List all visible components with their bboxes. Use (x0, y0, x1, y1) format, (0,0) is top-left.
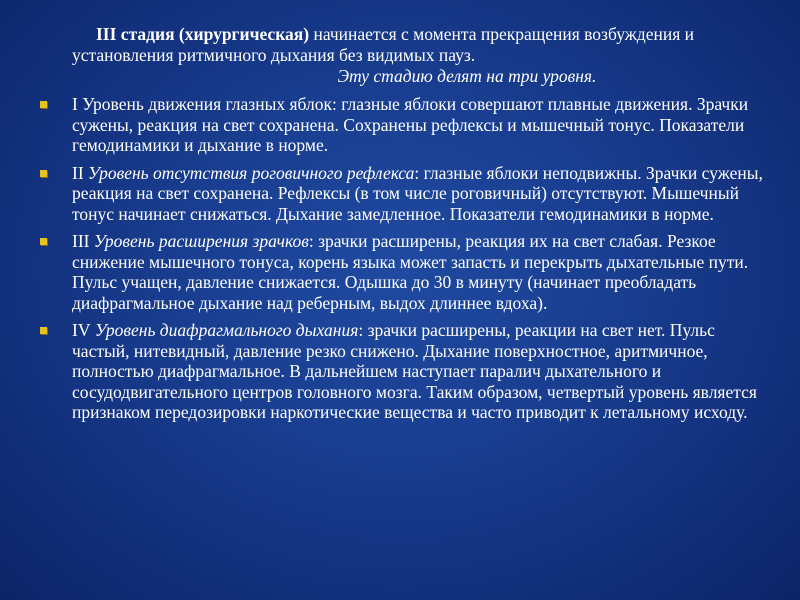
level-body: : глазные яблоки неподвижны. Зрачки сужены, реакция на свет сохранена. Рефлексы (в том числе роговичный) отсутствуют. Мышечный тонус начинает снижаться. Дыхание замедленное. Показатели гемодинамики в норме. (72, 162, 763, 224)
level-title: Уровень отсутствия роговичного рефлекса (83, 162, 415, 183)
intro-paragraph (72, 24, 762, 87)
bullet-square-icon (40, 327, 47, 334)
level-numeral: IV (72, 320, 91, 340)
level-item-3 (40, 231, 764, 313)
level-numeral: II (72, 162, 84, 183)
level-numeral: I (72, 94, 78, 114)
level-numeral: III (72, 231, 90, 251)
bullet-square-icon (40, 170, 47, 177)
level-body: : глазные яблоки совершают плавные движения. Зрачки сужены, реакция на свет сохранена. Сохранены рефлексы и мышечный тонус. Показатели гемодинамики и дыхание в норме. (72, 94, 749, 155)
level-title: Уровень диафрагмального дыхания (90, 320, 359, 340)
level-body: : зрачки расширены, реакция их на свет слабая. Резкое снижение мышечного тонуса, корень языка может запасть и перекрыть дыхательные пути. Пульс учащен, давление снижается. Одышка до 30 в минуту (начинает преобладать диафрагмальное дыхание над реберным, выдох длиннее вдоха). (72, 231, 749, 313)
level-title: Уровень движения глазных яблок (77, 94, 332, 114)
bullet-square-icon (40, 101, 47, 108)
level-item-4 (40, 320, 764, 423)
level-body: : зрачки расширены, реакции на свет нет. Пульс частый, нитевидный, давление резко снижено. Дыхание поверхностное, аритмичное, полностью диафрагмальное. В дальнейшем наступает паралич дыхательного и сосудодвигательного центров головного мозга. Таким образом, четвертый уровень является признаком передозировки наркотические вещества и часто приводит к летальному исходу. (72, 320, 757, 422)
stage-levels-note: Эту стадию делят на три уровня. (337, 66, 597, 86)
level-item-1 (40, 94, 764, 156)
stage-description: начинается с момента прекращения возбуждения и установления ритмичного дыхания без видимых пауз. (72, 24, 694, 65)
level-item-2 (40, 163, 764, 225)
stage-heading: III стадия (хирургическая) (96, 24, 310, 44)
level-title: Уровень расширения зрачков (89, 231, 309, 251)
bullet-square-icon (40, 238, 47, 245)
levels-list (40, 94, 764, 430)
